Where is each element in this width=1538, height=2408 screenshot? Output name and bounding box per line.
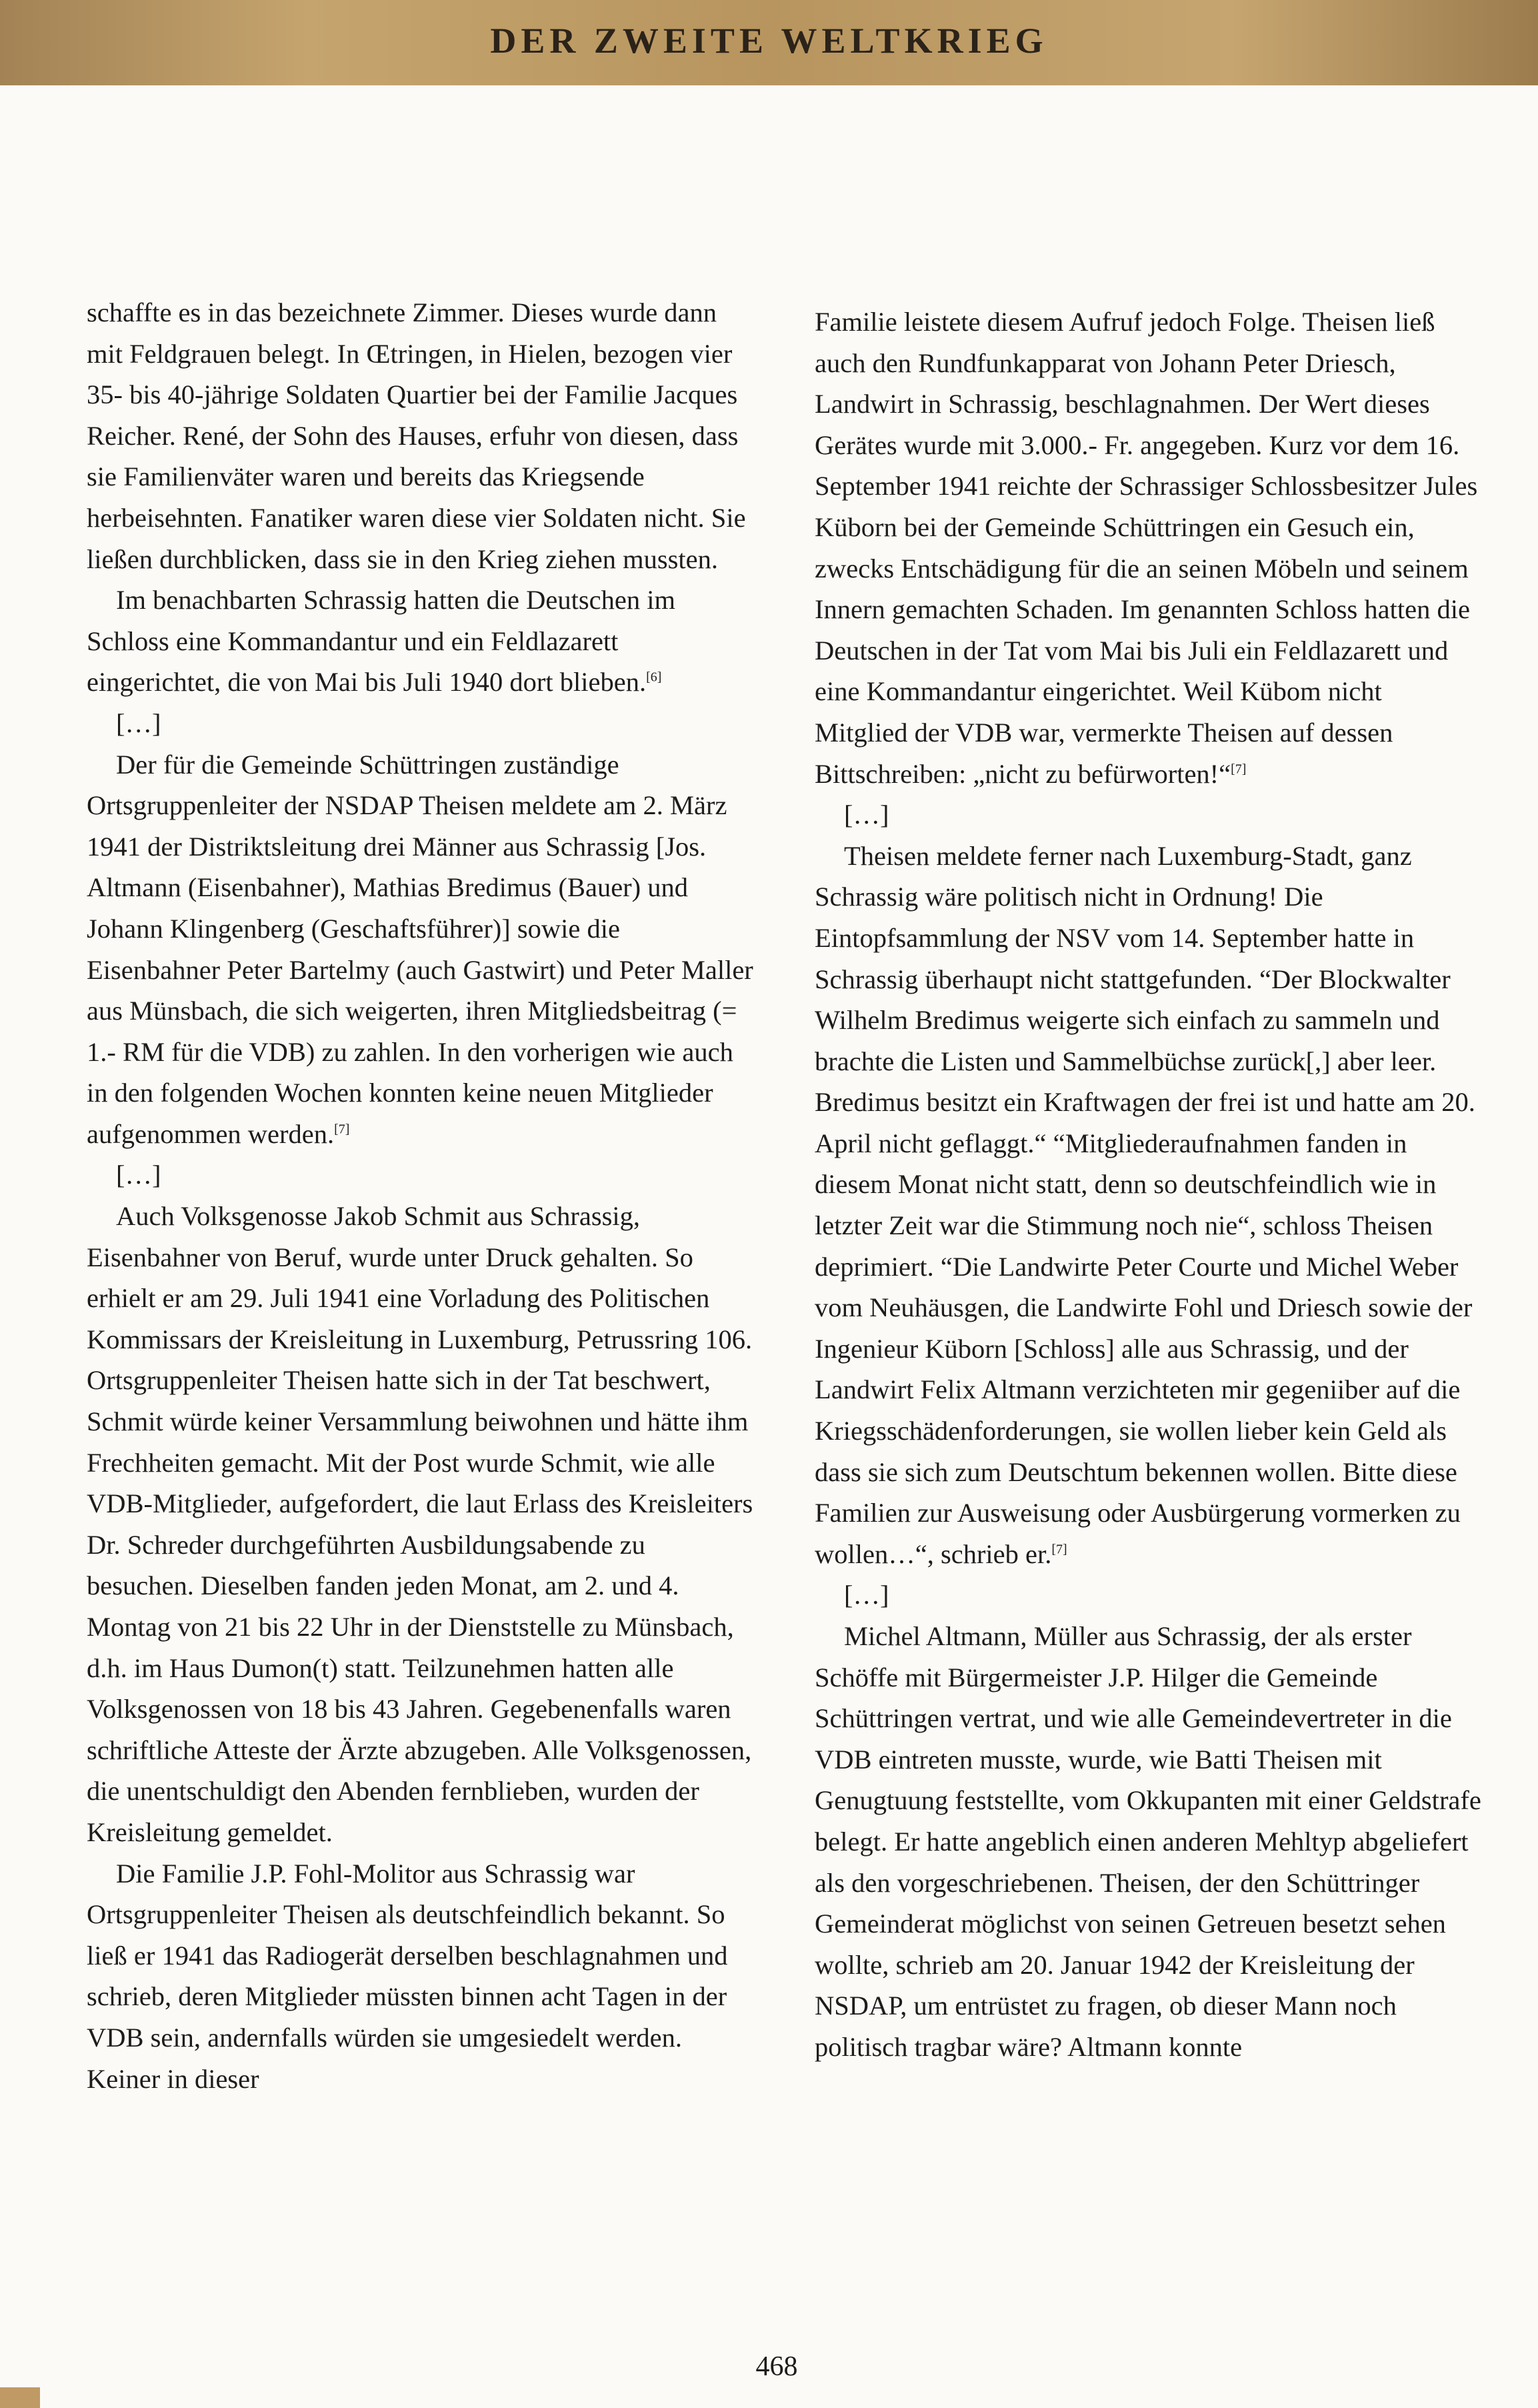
paragraph: Die Familie J.P. Fohl-Molitor aus Schrassig war Ortsgruppenleiter Theisen als deutschfeindlich bekannt. So ließ er 1941 das Radiogerät derselben beschlagnahmen und schrieb, deren Mitglieder müssten binnen acht Tagen in der VDB sein, andernfalls würden sie umgesiedelt werden. Keiner in dieser — [87, 1858, 728, 2094]
ellipsis: […] — [116, 1160, 161, 1190]
paragraph — [815, 836, 1481, 1575]
paragraph-text: Theisen meldete ferner nach Luxemburg-Stadt, ganz Schrassig wäre politisch nicht in Ordnung! Die Eintopfsammlung der NSV vom 14. September hatte in Schrassig überhaupt nicht stattgefunden. “Der Blockwalter Wilhelm Bredimus weigerte sich einfach zu sammeln und brachte die Listen und Sammelbüchse zurück[,] aber leer. Bredimus besitzt ein Kraftwagen der frei ist und hatte am 20. April nicht geflaggt.“ “Mitgliederaufnahmen fanden in diesem Monat nicht statt, denn so deutschfeindlich wie in letzter Zeit war die Stimmung noch nie“, schloss Theisen deprimiert. “Die Landwirte Peter Courte und Michel Weber vom Neuhäusgen, die Landwirte Fohl und Driesch sowie der Ingenieur Küborn [Schloss] alle aus Schrassig, und der Landwirt Felix Altmann verzichteten mir gegeniiber auf die Kriegsschädenforderungen, sie wollen lieber kein Geld als dass sie sich zum Deutschtum bekennen wollen. Bitte diese Familien zur Ausweisung oder Ausbürgerung vormerken zu wollen…“, schrieb er. — [815, 840, 1475, 1569]
paragraph — [87, 744, 753, 1155]
paragraph-text: Im benachbarten Schrassig hatten die Deutschen im Schloss eine Kommandantur und ein Feldlazarett eingerichtet, die von Mai bis Juli 1940 dort blieben. — [87, 585, 675, 698]
paragraph-text: Der für die Gemeinde Schüttringen zuständige Ortsgruppenleiter der NSDAP Theisen meldete am 2. März 1941 der Distriktsleitung drei Männer aus Schrassig [Jos. Altmann (Eisenbahner), Mathias Bredimus (Bauer) und Johann Klingenberg (Geschaftsführer)] sowie die Eisenbahner Peter Bartelmy (auch Gastwirt) und Peter Maller aus Münsbach, die sich weigerten, ihren Mitgliedsbeitrag (= 1.- RM für die VDB) zu zahlen. In den vorherigen wie auch in den folgenden Wochen konnten keine neuen Mitglieder aufgenommen werden. — [87, 749, 753, 1149]
footnote-reference: [7] — [334, 1122, 350, 1137]
page-edge-mark — [0, 2387, 40, 2408]
chapter-header-band — [0, 0, 1538, 85]
ellipsis: […] — [844, 800, 889, 830]
page-number: 468 — [755, 2351, 798, 2382]
paragraph-text: Familie leistete diesem Aufruf jedoch Folge. Theisen ließ auch den Rundfunkapparat von Johann Peter Driesch, Landwirt in Schrassig, beschlagnahmen. Der Wert dieses Gerätes wurde mit 3.000.- Fr. angegeben. Kurz vor dem 16. September 1941 reichte der Schrassiger Schlossbesitzer Jules Küborn bei der Gemeinde Schüttringen ein Gesuch ein, zwecks Entschädigung für die an seinen Möbeln und seinem Innern gemachten Schaden. Im genannten Schloss hatten die Deutschen in der Tat vom Mai bis Juli ein Feldlazarett und eine Kommandantur eingerichtet. Weil Kübom nicht Mitglied der VDB war, vermerkte Theisen auf dessen Bittschreiben: „nicht zu befürworten!“ — [815, 307, 1478, 789]
paragraph: schaffte es in das bezeichnete Zimmer. Dieses wurde dann mit Feldgrauen belegt. In Œtringen, in Hielen, bezogen vier 35- bis 40-jährige Soldaten Quartier bei der Familie Jacques Reicher. René, der Sohn des Hauses, erfuhr von diesen, dass sie Familienväter waren und bereits das Kriegsende herbeisehnten. Fanatiker waren diese vier Soldaten nicht. Sie ließen durchblicken, dass sie in den Krieg ziehen mussten. — [87, 297, 746, 574]
paragraph: Auch Volksgenosse Jakob Schmit aus Schrassig, Eisenbahner von Beruf, wurde unter Druck gehalten. So erhielt er am 29. Juli 1941 eine Vorladung des Politischen Kommissars der Kreisleitung in Luxemburg, Petrussring 106. Ortsgruppenleiter Theisen hatte sich in der Tat beschwert, Schmit würde keiner Versammlung beiwohnen und hätte ihm Frechheiten gemacht. Mit der Post wurde Schmit, wie alle VDB-Mitglieder, aufgefordert, die laut Erlass des Kreisleiters Dr. Schreder durchgeführten Ausbildungsabende zu besuchen. Dieselben fanden jeden Monat, am 2. und 4. Montag von 21 bis 22 Uhr in der Dienststelle zu Münsbach, d.h. im Haus Dumon(t) statt. Teilzunehmen hatten alle Volksgenossen von 18 bis 43 Jahren. Gegebenenfalls waren schriftliche Atteste der Ärzte abzugeben. Alle Volksgenossen, die unentschuldigt den Abenden fernblieben, wurden der Kreisleitung gemeldet. — [87, 1201, 753, 1847]
footnote-reference: [7] — [1051, 1542, 1067, 1557]
right-text-column — [815, 301, 1481, 2068]
ellipsis: […] — [844, 1580, 889, 1610]
footnote-reference: [7] — [1231, 762, 1247, 777]
paragraph — [815, 301, 1481, 794]
footnote-reference: [6] — [646, 670, 662, 685]
chapter-title: DER ZWEITE WELTKRIEG — [490, 21, 1048, 61]
ellipsis: […] — [116, 708, 161, 738]
paragraph — [87, 579, 753, 703]
paragraph: Michel Altmann, Müller aus Schrassig, der als erster Schöffe mit Bürgermeister J.P. Hilger die Gemeinde Schüttringen vertrat, und wie alle Gemeindevertreter in die VDB eintreten musste, wurde, wie Batti Theisen mit Genugtuung feststellte, vom Okkupanten mit einer Geldstrafe belegt. Er hatte angeblich einen anderen Mehltyp abgeliefert als den vorgeschriebenen. Theisen, der den Schüttringer Gemeinderat möglichst von seinen Getreuen besetzt sehen wollte, schrieb am 20. Januar 1942 der Kreisleitung der NSDAP, um entrüstet zu fragen, ob dieser Mann noch politisch tragbar wäre? Altmann konnte — [815, 1621, 1481, 2062]
left-text-column — [87, 292, 753, 2099]
